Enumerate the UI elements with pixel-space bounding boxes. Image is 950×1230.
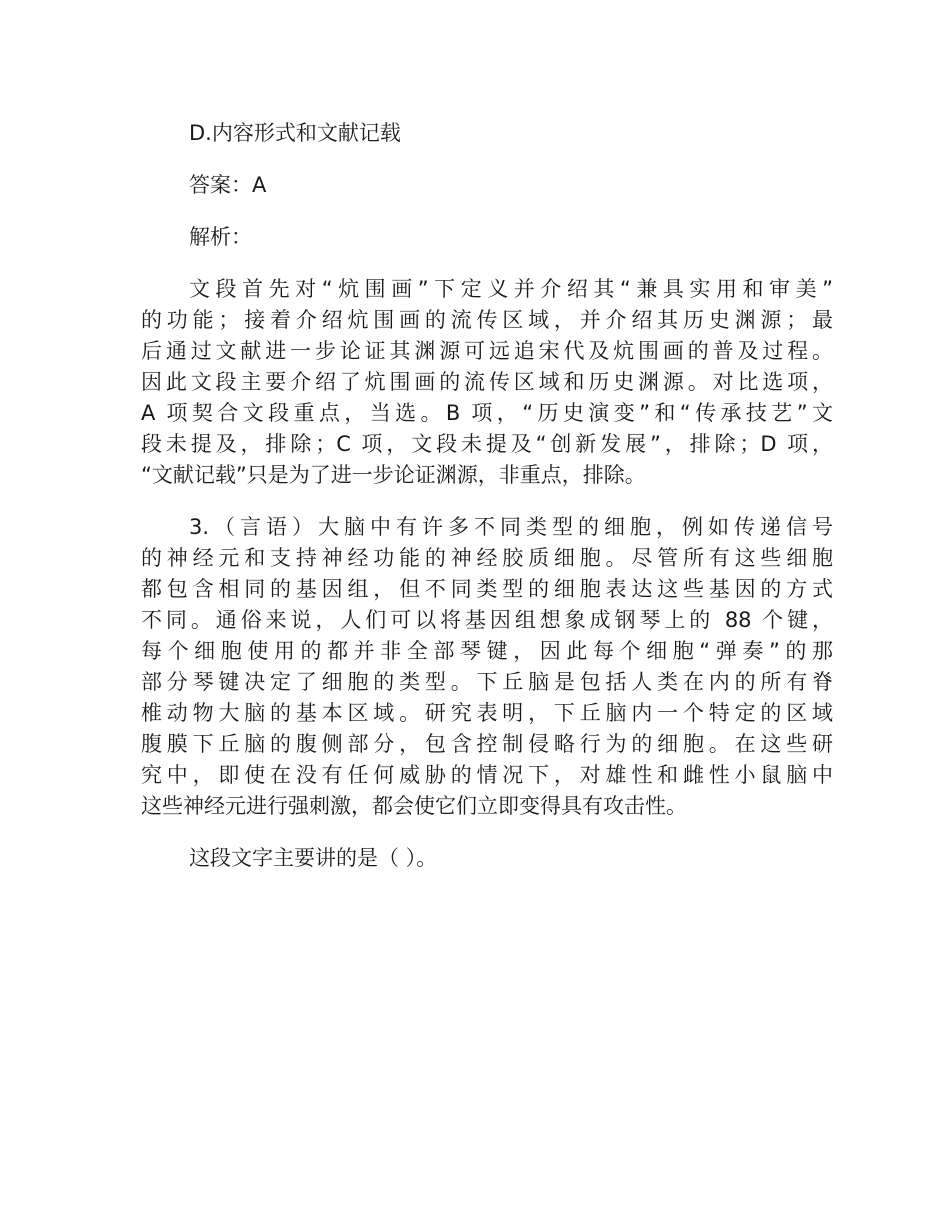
analysis-label: 解析： [189,225,252,249]
question-line: 腹膜下丘脑的腹侧部分，包含控制侵略行为的细胞。在这些研 [141,732,833,756]
analysis-line: 的功能；接着介绍炕围画的流传区域，并介绍其历史渊源；最 [141,308,833,332]
analysis-line: “文献记载”只是为了进一步论证渊源，非重点，排除。 [141,463,646,487]
question-paragraph [141,512,833,822]
analysis-line: 后通过文献进一步论证其渊源可远追宋代及炕围画的普及过程。 [141,339,833,363]
analysis-paragraph [141,274,833,491]
question-line: 椎动物大脑的基本区域。研究表明，下丘脑内一个特定的区域 [141,701,833,725]
question-line: 每个细胞使用的都并非全部琴键，因此每个细胞“弹奏”的那 [141,639,833,663]
answer-line: 答案：A [189,173,267,197]
analysis-line: 段未提及，排除；C 项，文段未提及“创新发展”，排除；D 项， [141,432,833,456]
analysis-line: 因此文段主要介绍了炕围画的流传区域和历史渊源。对比选项， [141,370,833,394]
question-line: 的神经元和支持神经功能的神经胶质细胞。尽管所有这些细胞 [141,546,833,570]
analysis-line: 文段首先对“炕围画”下定义并介绍其“兼具实用和审美” [189,277,833,301]
question-line: 不同。通俗来说，人们可以将基因组想象成钢琴上的 88 个键， [141,608,833,632]
question-line: 部分琴键决定了细胞的类型。下丘脑是包括人类在内的所有脊 [141,670,833,694]
question-line: 这些神经元进行强刺激，都会使它们立即变得具有攻击性。 [141,794,687,818]
question-prompt: 这段文字主要讲的是（ ）。 [189,846,438,870]
question-line: 都包含相同的基因组，但不同类型的细胞表达这些基因的方式 [141,577,833,601]
document-page [141,118,833,895]
analysis-line: A 项契合文段重点，当选。B 项，“历史演变”和“传承技艺”文 [141,401,833,425]
question-line: 究中，即使在没有任何威胁的情况下，对雄性和雌性小鼠脑中 [141,763,833,787]
question-line: 3.（言语）大脑中有许多不同类型的细胞，例如传递信号 [189,515,833,539]
option-d: D.内容形式和文献记载 [189,121,401,145]
